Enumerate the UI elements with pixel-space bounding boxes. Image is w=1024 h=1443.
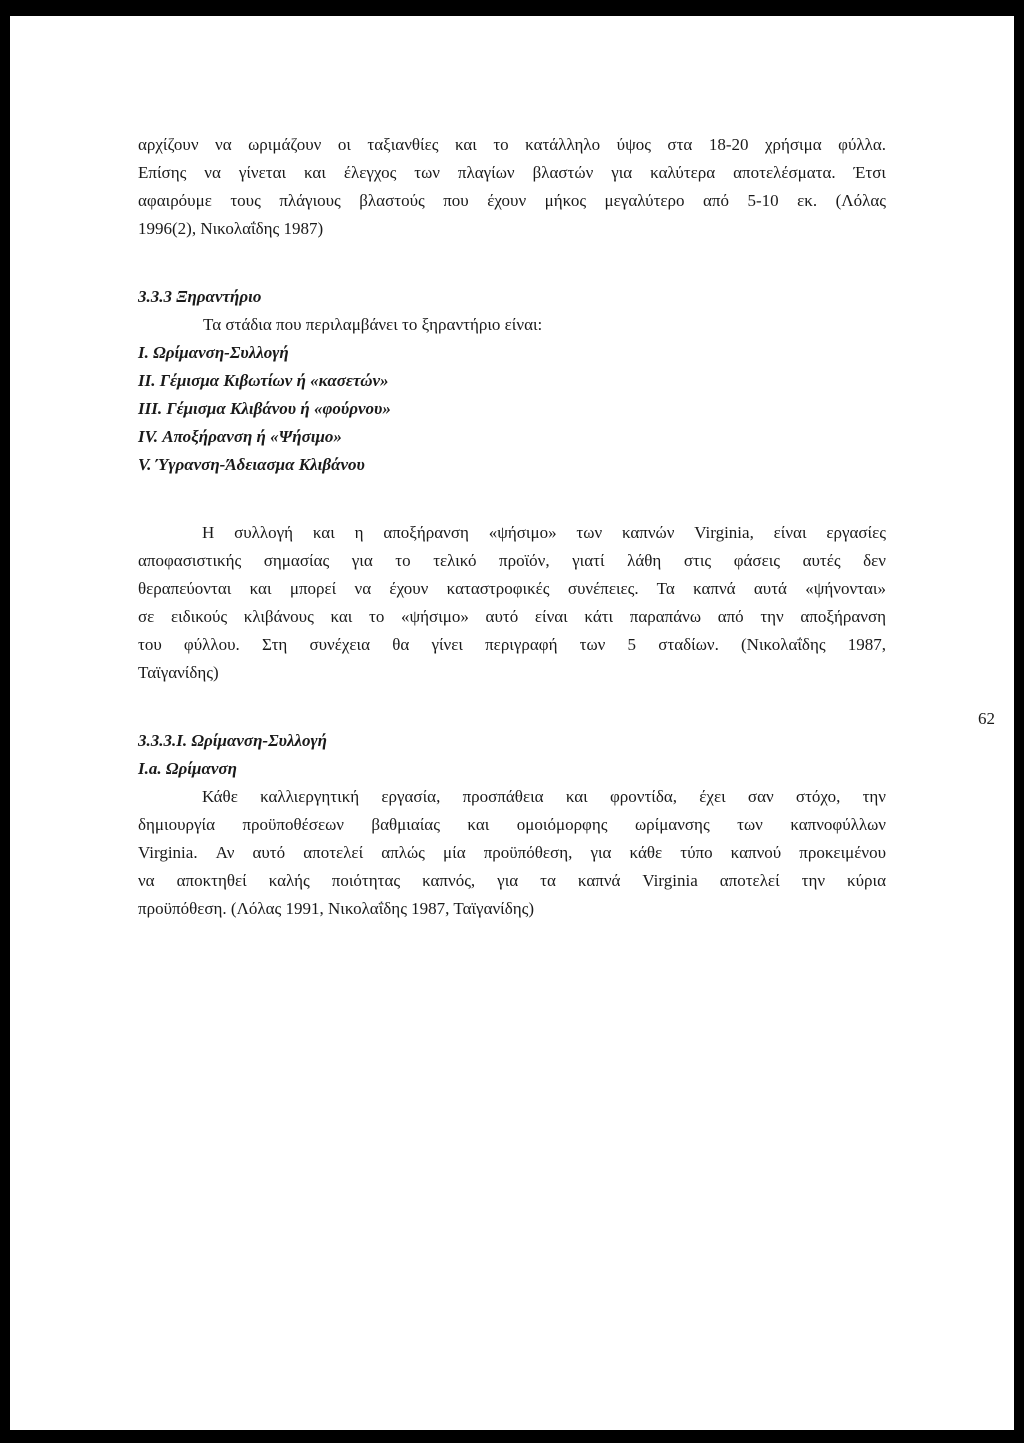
ripening-paragraph	[138, 783, 886, 923]
intro-line: αρχίζουν να ωριμάζουν οι ταξιανθίες και το κατάλληλο ύψος στα 18-20 χρήσιμα φύλλα.	[138, 135, 886, 154]
intro-paragraph	[138, 131, 886, 243]
page-content	[138, 131, 995, 923]
stage-item-4: IV. Αποξήρανση ή «Ψήσιμο»	[138, 427, 342, 446]
subsection-heading-ripening: I.a. Ωρίμανση	[138, 759, 237, 778]
paragraph-line: Κάθε καλλιεργητική εργασία, προσπάθεια και φροντίδα, έχει σαν στόχο, την	[202, 787, 886, 806]
section-heading-3-3-3-1: 3.3.3.I. Ωρίμανση-Συλλογή	[138, 731, 327, 750]
intro-line: 1996(2), Νικολαΐδης 1987)	[138, 219, 324, 238]
paragraph-line: Ταϊγανίδης)	[138, 663, 219, 682]
document-page	[10, 16, 1014, 1430]
paragraph-line: Virginia. Αν αυτό αποτελεί απλώς μία προϋπόθεση, για κάθε τύπο καπνού προκειμένου	[138, 843, 886, 862]
stage-item-5: V. Ύγρανση-Άδειασμα Κλιβάνου	[138, 455, 365, 474]
paragraph-line: Η συλλογή και η αποξήρανση «ψήσιμο» των καπνών Virginia, είναι εργασίες	[202, 523, 886, 542]
paragraph-line: θεραπεύονται και μπορεί να έχουν καταστροφικές συνέπειες. Τα καπνά αυτά «ψήνονται»	[138, 579, 886, 598]
section-heading-3-3-3: 3.3.3 Ξηραντήριο	[138, 287, 262, 306]
stages-paragraph	[138, 519, 886, 687]
paragraph-line: του φύλλου. Στη συνέχεια θα γίνει περιγραφή των 5 σταδίων. (Νικολαΐδης 1987,	[138, 635, 886, 654]
paragraph-line: αποφασιστικής σημασίας για το τελικό προϊόν, γιατί λάθη στις φάσεις αυτές δεν	[138, 551, 886, 570]
stage-item-1: I. Ωρίμανση-Συλλογή	[138, 343, 289, 362]
paragraph-line: σε ειδικούς κλιβάνους και το «ψήσιμο» αυτό είναι κάτι παραπάνω από την αποξήρανση	[138, 607, 886, 626]
stage-item-2: II. Γέμισμα Κιβωτίων ή «κασετών»	[138, 371, 389, 390]
stages-list	[138, 339, 886, 479]
paragraph-line: προϋπόθεση. (Λόλας 1991, Νικολαΐδης 1987, Ταϊγανίδης)	[138, 899, 535, 918]
section-lead: Τα στάδια που περιλαμβάνει το ξηραντήριο είναι:	[203, 315, 543, 334]
intro-line: αφαιρόυμε τους πλάγιους βλαστούς που έχουν μήκος μεγαλύτερο από 5-10 εκ. (Λόλας	[138, 191, 886, 210]
paragraph-line: δημιουργία προϋποθέσεων βαθμιαίας και ομοιόμορφης ωρίμανσης των καπνοφύλλων	[138, 815, 886, 834]
stage-item-3: III. Γέμισμα Κλιβάνου ή «φούρνου»	[138, 399, 391, 418]
paragraph-line: να αποκτηθεί καλής ποιότητας καπνός, για τα καπνά Virginia αποτελεί την κύρια	[138, 871, 886, 890]
intro-line: Επίσης να γίνεται και έλεγχος των πλαγίων βλαστών για καλύτερα αποτελέσματα. Έτσι	[138, 163, 886, 182]
page-number: 62	[978, 709, 995, 728]
